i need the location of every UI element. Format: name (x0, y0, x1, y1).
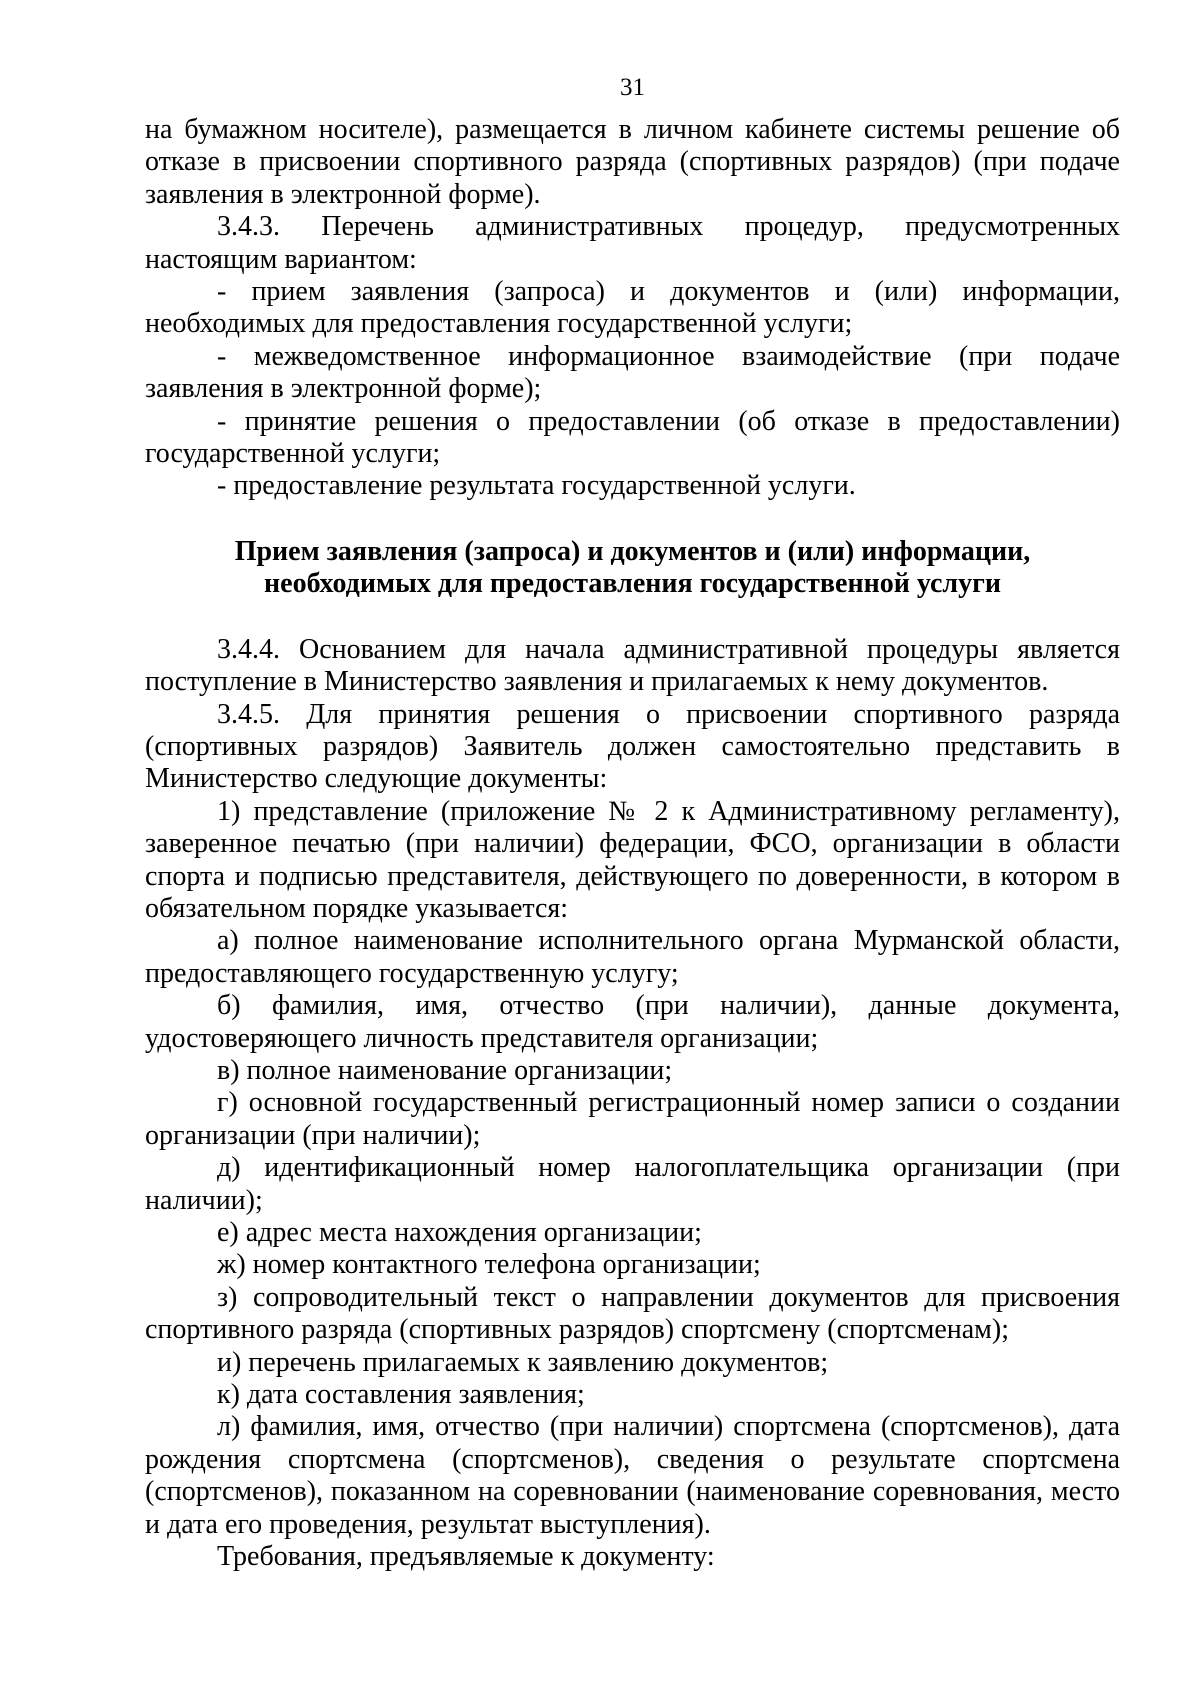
list-item: з) сопроводительный текст о направлении документов для присвоения спортивного разряда (спортивных разрядов) спортсмену (спортсменам); (145, 1281, 1120, 1346)
list-item: б) фамилия, имя, отчество (при наличии), данные документа, удостоверяющего личность представителя организации; (145, 990, 1120, 1054)
section-heading (145, 536, 1120, 601)
page-number: 31 (620, 74, 645, 101)
list-item: - принятие решения о предоставлении (об отказе в предоставлении) государственной услуги; (145, 405, 1120, 470)
paragraph: 3.4.3. Перечень административных процедур, предусмотренных настоящим вариантом: (145, 211, 1120, 275)
paragraph: Требования, предъявляемые к документу: (217, 1541, 715, 1573)
list-item: 1) представление (приложение № 2 к Административному регламенту), заверенное печатью (при наличии) федерации, ФСО, организации в области спорта и подписью представителя, действующего по доверенности, в котором в обязательном порядке указывается: (145, 795, 1120, 924)
paragraph: 3.4.5. Для принятия решения о присвоении спортивного разряда (спортивных разрядов) Заявитель должен самостоятельно представить в Министерство следующие документы: (145, 698, 1120, 795)
list-item: д) идентификационный номер налогоплательщика организации (при наличии); (145, 1152, 1120, 1216)
paragraph: на бумажном носителе), размещается в личном кабинете системы решение об отказе в присвоении спортивного разряда (спортивных разрядов) (при подаче заявления в электронной форме). (145, 114, 1120, 210)
section-heading-line: необходимых для предоставления государственной услуги (264, 568, 1001, 600)
document-body (145, 114, 1120, 1573)
list-item: е) адрес места нахождения организации; (217, 1217, 702, 1248)
list-item: - предоставление результата государственной услуги. (217, 470, 856, 502)
list-item: в) полное наименование организации; (217, 1054, 673, 1086)
list-item: а) полное наименование исполнительного органа Мурманской области, предоставляющего государственную услугу; (145, 925, 1120, 989)
list-item: и) перечень прилагаемых к заявлению документов; (217, 1346, 829, 1378)
list-item: г) основной государственный регистрационный номер записи о создании организации (при наличии); (145, 1087, 1120, 1151)
list-item: л) фамилия, имя, отчество (при наличии) спортсмена (спортсменов), дата рождения спортсмена (спортсменов), сведения о результате спортсмена (спортсменов), показанном на соревновании (наименование соревнования, место и дата его проведения, результат выступления). (145, 1411, 1120, 1540)
section-heading-line: Прием заявления (запроса) и документов и (или) информации, (234, 535, 1031, 567)
list-item: ж) номер контактного телефона организации; (217, 1249, 761, 1281)
list-item: к) дата составления заявления; (217, 1379, 585, 1411)
list-item: - межведомственное информационное взаимодействие (при подаче заявления в электронной форме); (145, 340, 1120, 405)
list-item: - прием заявления (запроса) и документов и (или) информации, необходимых для предоставления государственной услуги; (145, 276, 1120, 340)
paragraph: 3.4.4. Основанием для начала административной процедуры является поступление в Министерство заявления и прилагаемых к нему документов. (145, 633, 1120, 698)
